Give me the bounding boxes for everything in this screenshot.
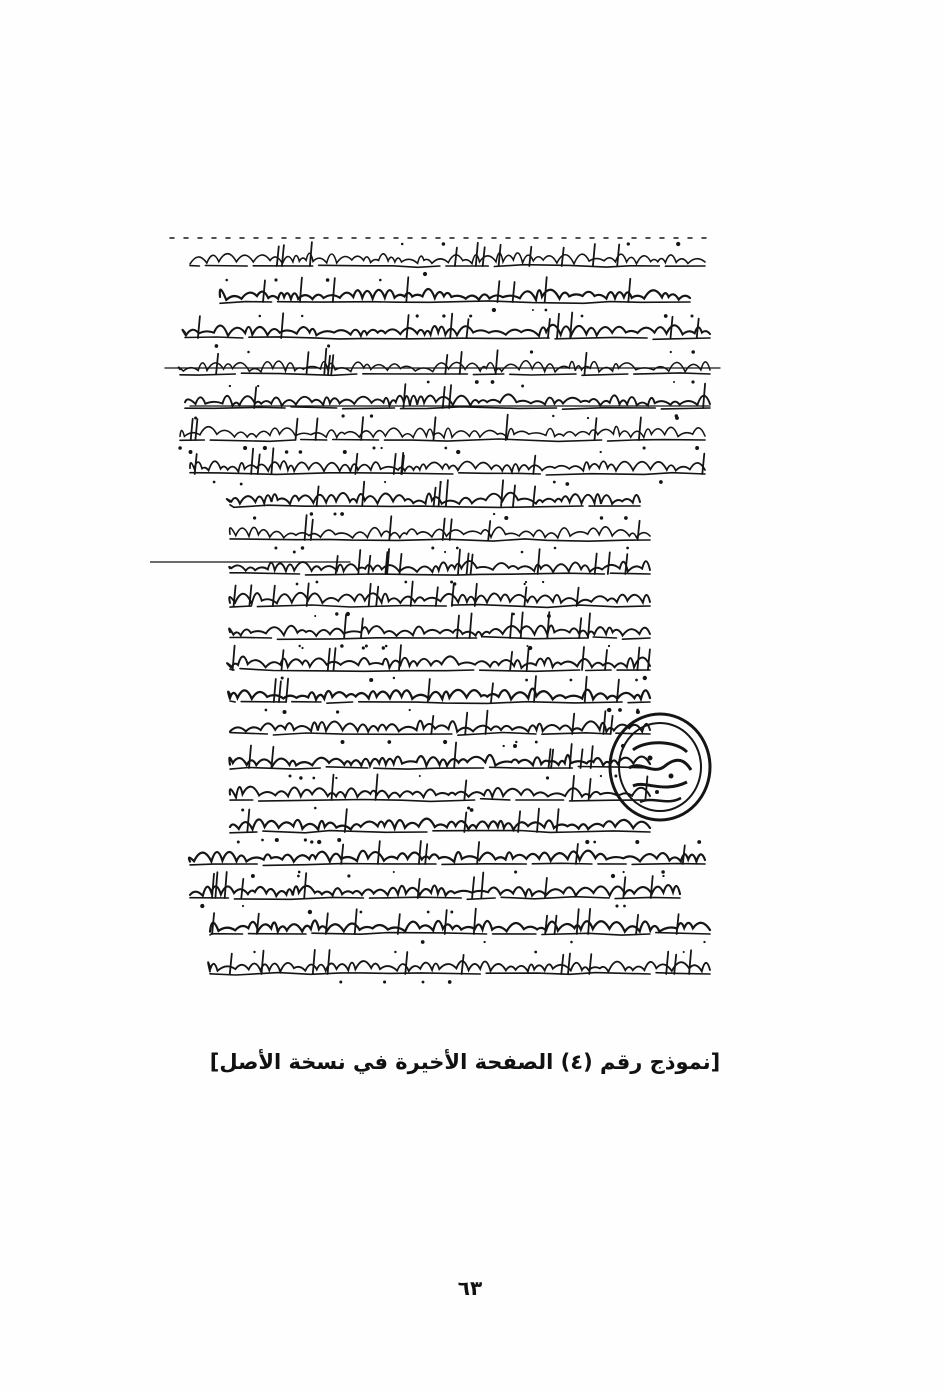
manuscript-line (229, 743, 650, 778)
manuscript-line (224, 774, 650, 809)
manuscript-line (179, 313, 710, 348)
seal-stamp-icon (605, 710, 715, 825)
manuscript-line (229, 612, 650, 648)
manuscript-line (230, 515, 650, 550)
manuscript-line (189, 840, 705, 874)
manuscript-line (178, 349, 710, 384)
manuscript-line (190, 242, 705, 276)
manuscript-line (227, 480, 640, 516)
manuscript-line (230, 710, 650, 744)
manuscript-image (150, 228, 740, 1008)
manuscript-line (220, 277, 690, 312)
manuscript-line (208, 950, 710, 984)
manuscript-line (228, 676, 650, 712)
manuscript-line (189, 448, 705, 484)
manuscript-line (230, 808, 650, 842)
manuscript-facsimile (150, 228, 740, 1008)
manuscript-line (185, 384, 710, 418)
manuscript-line (227, 645, 650, 680)
manuscript-line (184, 872, 680, 908)
manuscript-line (229, 549, 650, 584)
page-number: ٦٣ (457, 1276, 483, 1300)
figure-caption: [نموذج رقم (٤) الصفحة الأخيرة في نسخة الأصل] (209, 1050, 721, 1074)
manuscript-line (178, 415, 705, 450)
manuscript-line (210, 909, 710, 944)
manuscript-line (229, 582, 650, 617)
